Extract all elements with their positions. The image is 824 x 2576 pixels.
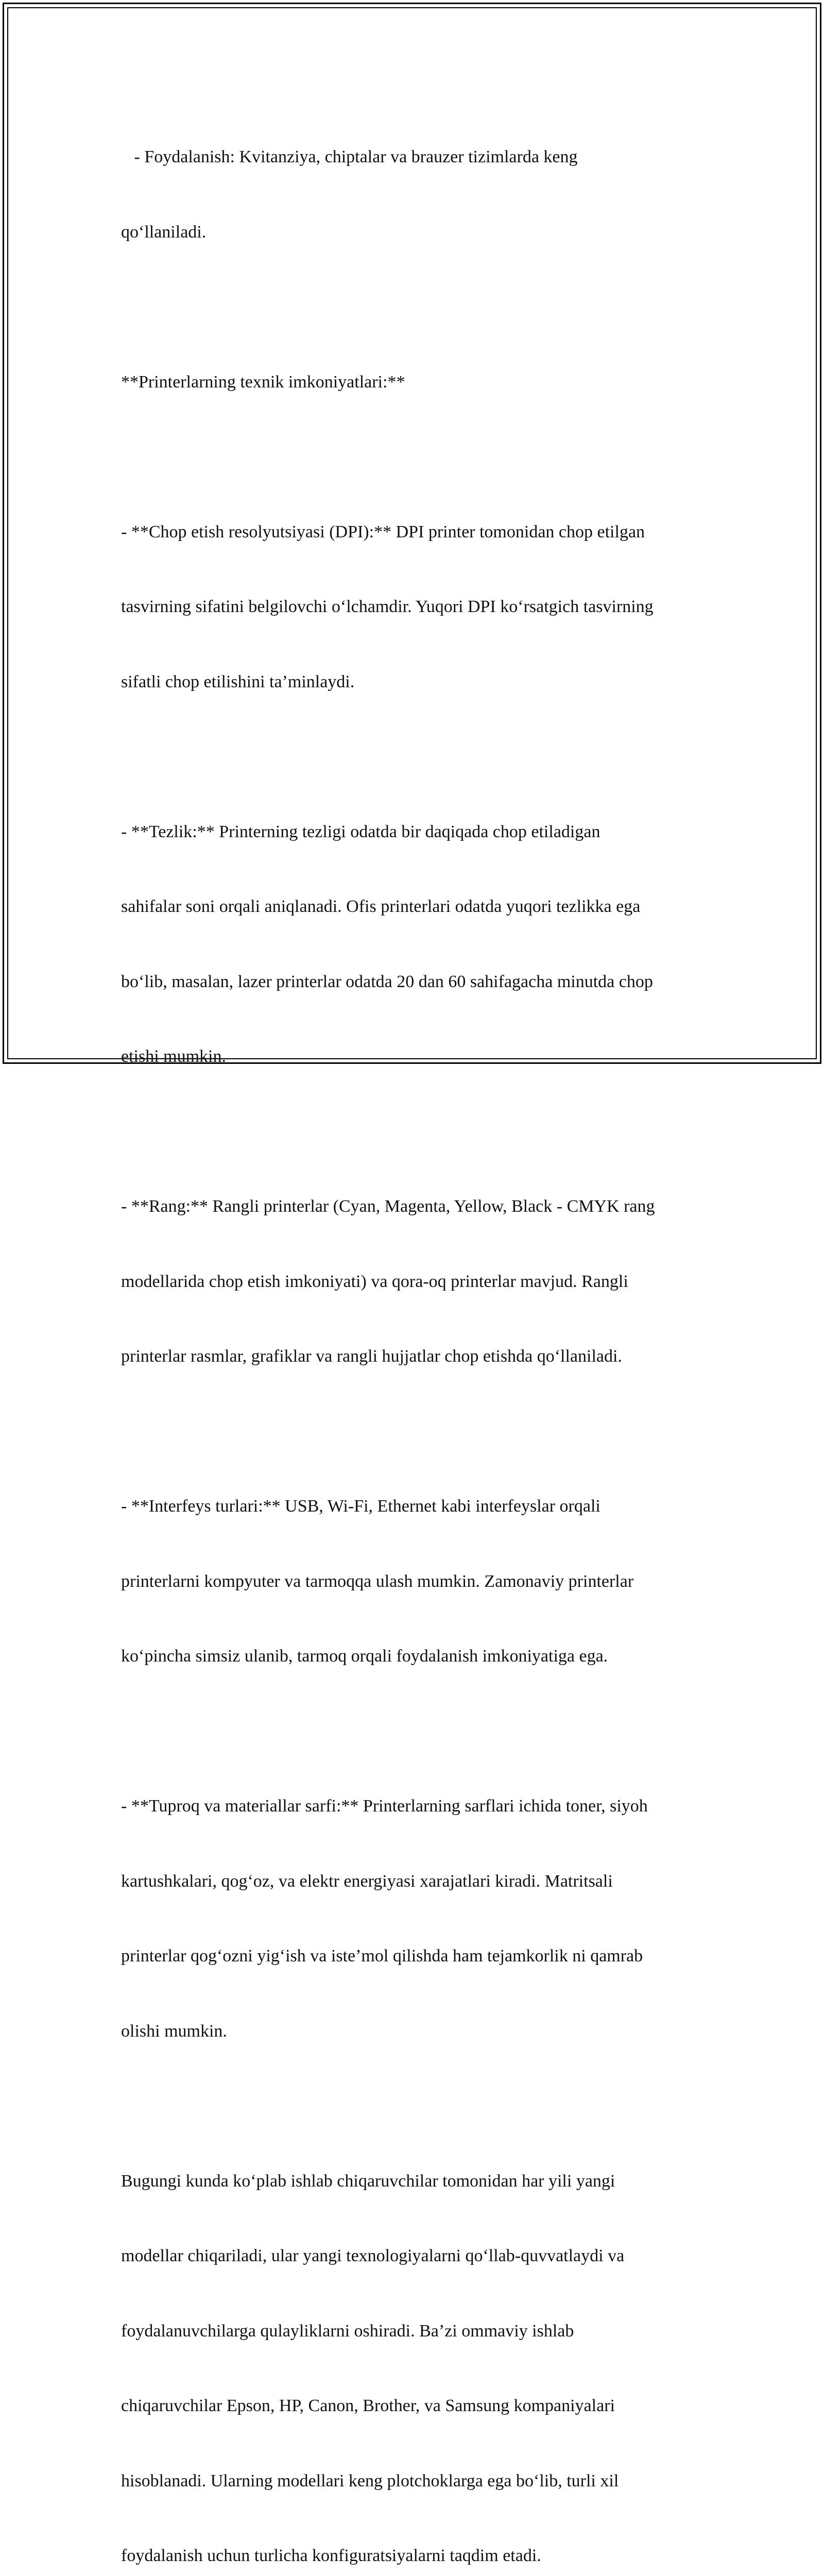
text-line: printerlar rasmlar, grafiklar va rangli hujjatlar chop etishda qo‘llaniladi. bbox=[121, 1344, 708, 1369]
text-line: sifatli chop etilishini ta’minlaydi. bbox=[121, 670, 708, 695]
paragraph-foydalanish bbox=[121, 95, 708, 295]
text-line: - Foydalanish: Kvitanziya, chiptalar va brauzer tizimlarda keng bbox=[121, 145, 708, 170]
text-line: olishi mumkin. bbox=[121, 2019, 708, 2044]
list-item-rang bbox=[121, 1144, 708, 1419]
text-line: kartushkalari, qog‘oz, va elektr energiyasi xarajatlari kiradi. Matritsali bbox=[121, 1869, 708, 1894]
text-line: - **Tuproq va materiallar sarfi:** Printerlarning sarflari ichida toner, siyoh bbox=[121, 1794, 708, 1819]
text-line: hisoblanadi. Ularning modellari keng plotchoklarga ega bo‘lib, turli xil bbox=[121, 2469, 708, 2494]
text-line: **Printerlarning texnik imkoniyatlari:** bbox=[121, 370, 708, 395]
list-item-interfeys bbox=[121, 1444, 708, 1719]
text-line: etishi mumkin. bbox=[121, 1044, 708, 1070]
text-line: modellar chiqariladi, ular yangi texnologiyalarni qo‘llab-quvvatlaydi va bbox=[121, 2244, 708, 2269]
text-line: sahifalar soni orqali aniqlanadi. Ofis printerlari odatda yuqori tezlikka ega bbox=[121, 894, 708, 920]
list-item-sarfi bbox=[121, 1744, 708, 2094]
text-line: - **Rang:** Rangli printerlar (Cyan, Magenta, Yellow, Black - CMYK rang bbox=[121, 1194, 708, 1219]
text-line: tasvirning sifatini belgilovchi o‘lchamdir. Yuqori DPI ko‘rsatgich tasvirning bbox=[121, 595, 708, 620]
text-line: printerlar qog‘ozni yig‘ish va iste’mol qilishda ham tejamkorlik ni qamrab bbox=[121, 1944, 708, 1969]
text-line: foydalanuvchilarga qulayliklarni oshiradi. Ba’zi ommaviy ishlab bbox=[121, 2319, 708, 2344]
text-line: foydalanish uchun turlicha konfiguratsiyalarni taqdim etadi. bbox=[121, 2544, 708, 2569]
text-line: bo‘lib, masalan, lazer printerlar odatda 20 dan 60 sahifagacha minutda chop bbox=[121, 970, 708, 995]
text-line: - **Interfeys turlari:** USB, Wi-Fi, Ethernet kabi interfeyslar orqali bbox=[121, 1494, 708, 1519]
text-line: Bugungi kunda ko‘plab ishlab chiqaruvchilar tomonidan har yili yangi bbox=[121, 2169, 708, 2194]
text-line: qo‘llaniladi. bbox=[121, 220, 708, 245]
text-line: - **Chop etish resolyutsiyasi (DPI):** DPI printer tomonidan chop etilgan bbox=[121, 520, 708, 545]
list-item-tezlik bbox=[121, 770, 708, 1120]
text-line: printerlarni kompyuter va tarmoqqa ulash mumkin. Zamonaviy printerlar bbox=[121, 1569, 708, 1595]
text-line: - **Tezlik:** Printerning tezligi odatda bir daqiqada chop etiladigan bbox=[121, 820, 708, 845]
list-item-dpi bbox=[121, 470, 708, 745]
document-body bbox=[121, 95, 708, 2576]
section-heading bbox=[121, 320, 708, 445]
text-line: ko‘pincha simsiz ulanib, tarmoq orqali foydalanish imkoniyatiga ega. bbox=[121, 1644, 708, 1669]
text-line: modellarida chop etish imkoniyati) va qora-oq printerlar mavjud. Rangli bbox=[121, 1269, 708, 1295]
paragraph-manufacturers bbox=[121, 2119, 708, 2576]
text-line: chiqaruvchilar Epson, HP, Canon, Brother, va Samsung kompaniyalari bbox=[121, 2394, 708, 2419]
